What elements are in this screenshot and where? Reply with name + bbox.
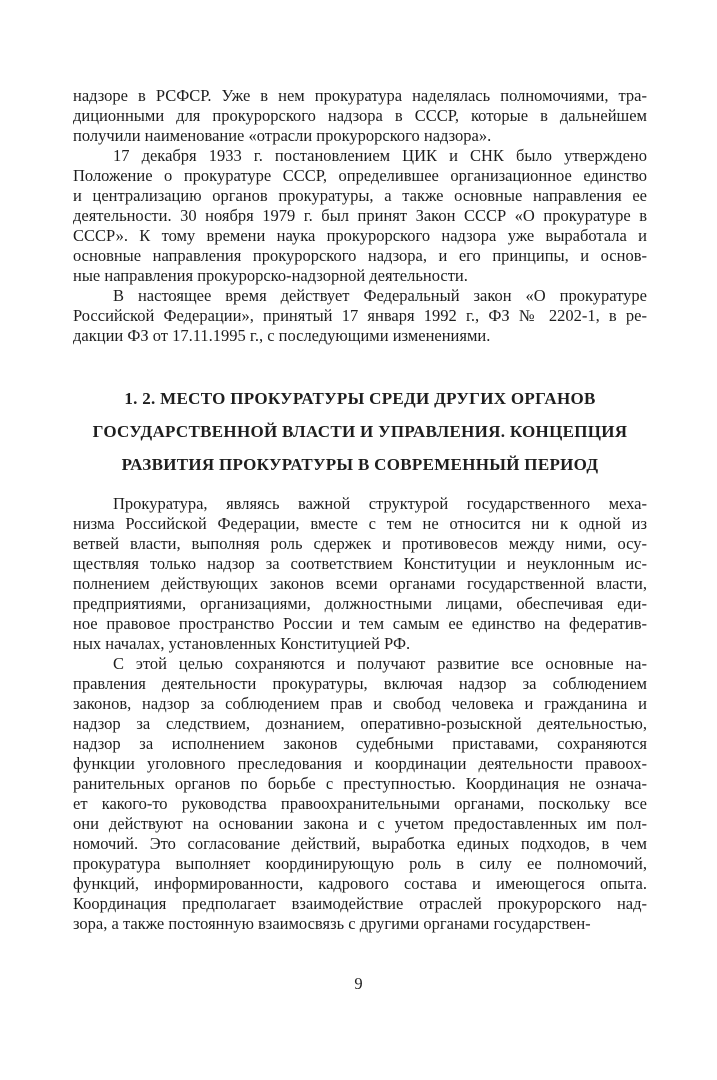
text-line: Координация предполагает взаимодействие отраслей прокурорского над- xyxy=(73,894,647,913)
text-line: правления деятельности прокуратуры, включая надзор за соблюдением xyxy=(73,674,647,693)
text-line: ных началах, установленных Конституцией РФ. xyxy=(73,634,411,653)
text-line: зора, а также постоянную взаимосвязь с другими органами государствен- xyxy=(73,914,591,933)
text-line: В настоящее время действует Федеральный закон «О прокуратуре xyxy=(113,286,647,305)
text-line: надзоре в РСФСР. Уже в нем прокуратура наделялась полномочиями, тра- xyxy=(73,86,647,105)
section-heading xyxy=(73,382,647,481)
text-line: получили наименование «отрасли прокурорского надзора». xyxy=(73,126,492,145)
heading-line: 1. 2. МЕСТО ПРОКУРАТУРЫ СРЕДИ ДРУГИХ ОРГАНОВ xyxy=(124,389,596,408)
body-paragraph-1 xyxy=(73,86,647,146)
text-line: и централизацию органов прокуратуры, а также основные направления ее xyxy=(73,186,647,205)
text-line: СССР». К тому времени наука прокурорского надзора уже выработала и xyxy=(73,226,647,245)
text-line: диционными для прокурорского надзора в СССР, которые в дальнейшем xyxy=(73,106,647,125)
text-line: ные направления прокурорско-надзорной деятельности. xyxy=(73,266,468,285)
text-line: Положение о прокуратуре СССР, определившее организационное единство xyxy=(73,166,647,185)
body-paragraph-4 xyxy=(73,494,647,654)
text-line: дакции ФЗ от 17.11.1995 г., с последующими изменениями. xyxy=(73,326,491,345)
text-line: номочий. Это согласование действий, выработка единых подходов, в чем xyxy=(73,834,647,853)
body-paragraph-5 xyxy=(73,654,647,934)
text-line: низма Российской Федерации, вместе с тем не относится ни к одной из xyxy=(73,514,647,533)
body-paragraph-2 xyxy=(73,146,647,286)
text-line: функций, информированности, кадрового состава и имеющегося опыта. xyxy=(73,874,647,893)
text-line: 17 декабря 1933 г. постановлением ЦИК и СНК было утверждено xyxy=(113,146,647,165)
body-paragraph-3 xyxy=(73,286,647,346)
text-line: они действуют на основании закона и с учетом предоставленных им пол- xyxy=(73,814,647,833)
text-line: ществляя только надзор за соответствием Конституции и неуклонным ис- xyxy=(73,554,647,573)
text-line: функции уголовного преследования и координации деятельности правоох- xyxy=(73,754,647,773)
text-line: С этой целью сохраняются и получают развитие все основные на- xyxy=(113,654,647,673)
heading-line: РАЗВИТИЯ ПРОКУРАТУРЫ В СОВРЕМЕННЫЙ ПЕРИОД xyxy=(121,455,599,474)
text-line: полнением действующих законов всеми органами государственной власти, xyxy=(73,574,647,593)
text-line: надзор за исполнением законов судебными приставами, сохраняются xyxy=(73,734,647,753)
text-line: Российской Федерации», принятый 17 января 1992 г., ФЗ № 2202-1, в ре- xyxy=(73,306,647,325)
text-line: законов, надзор за соблюдением прав и свобод человека и гражданина и xyxy=(73,694,647,713)
text-line: ет какого-то руководства правоохранительными органами, поскольку все xyxy=(73,794,647,813)
heading-line: ГОСУДАРСТВЕННОЙ ВЛАСТИ И УПРАВЛЕНИЯ. КОНЦЕПЦИЯ xyxy=(92,422,628,441)
text-line: Прокуратура, являясь важной структурой государственного меха- xyxy=(113,494,647,513)
text-line: основные направления прокурорского надзора, и его принципы, и основ- xyxy=(73,246,647,265)
text-line: деятельности. 30 ноября 1979 г. был принят Закон СССР «О прокуратуре в xyxy=(73,206,647,225)
text-line: предприятиями, организациями, должностными лицами, обеспечивая еди- xyxy=(73,594,647,613)
text-line: ветвей власти, выполняя роль сдержек и противовесов между ними, осу- xyxy=(73,534,647,553)
page-number: 9 xyxy=(354,974,363,993)
text-line: ное правовое пространство России и тем самым ее единство на федератив- xyxy=(73,614,647,633)
text-line: прокуратура выполняет координирующую роль в силу ее полномочий, xyxy=(73,854,647,873)
text-line: надзор за следствием, дознанием, оперативно-розыскной деятельностью, xyxy=(73,714,647,733)
text-line: ранительных органов по борьбе с преступностью. Координация не означа- xyxy=(73,774,647,793)
page-content xyxy=(73,86,647,934)
